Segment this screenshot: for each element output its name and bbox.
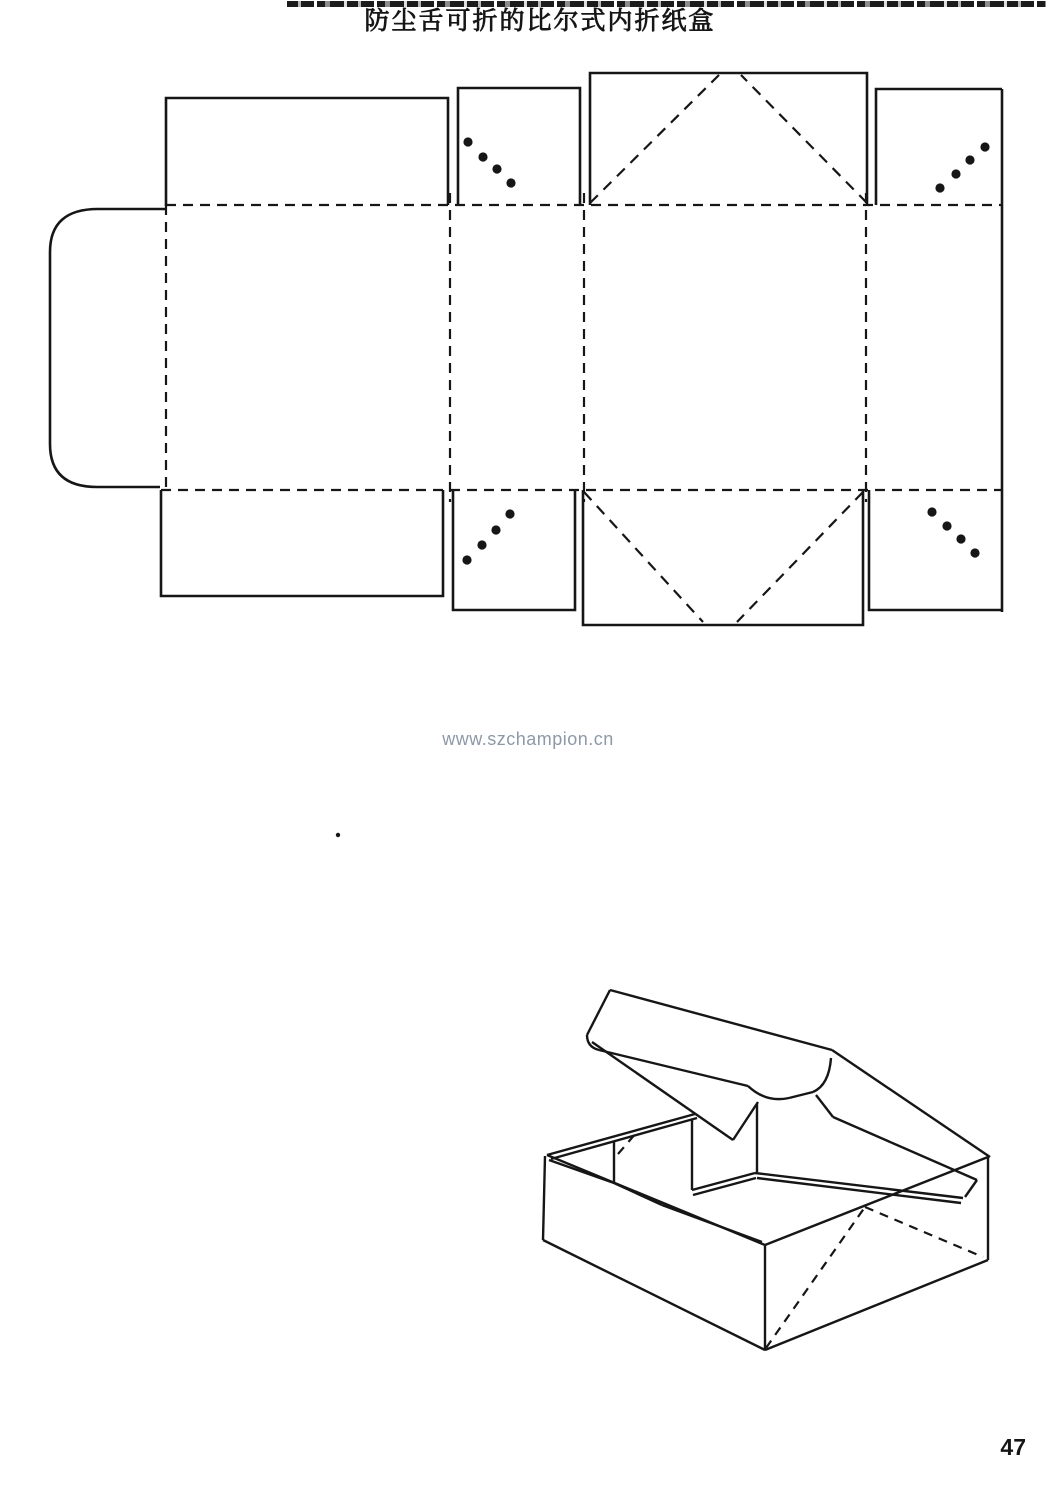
page-number: 47 (1000, 1434, 1026, 1460)
box-lid (587, 990, 990, 1180)
box-inner-structure (549, 1120, 977, 1242)
bottom-dot-flap-right (869, 490, 1002, 610)
speck-artifact (336, 833, 340, 837)
bottom-flap-diagonal-left (584, 492, 703, 622)
glue-dots-bottom-right (927, 507, 979, 557)
bottom-flap-left-panel (161, 490, 443, 596)
dieline-flat-pattern (50, 73, 1002, 625)
box-tray (543, 1114, 988, 1350)
top-flap-left-panel (166, 98, 448, 206)
bottom-flap-diagonal-right (737, 492, 863, 622)
bottom-dot-flap-left (453, 490, 575, 610)
top-cover-flap (590, 73, 867, 205)
top-flap-diagonal-right (741, 75, 867, 203)
assembled-box-illustration (543, 990, 990, 1350)
glue-flap (50, 209, 166, 487)
glue-dots-top-right (935, 142, 989, 192)
page-title: 防尘舌可折的比尔式内折纸盒 (364, 7, 716, 35)
glue-dots-bottom-left (462, 509, 514, 564)
bottom-cover-flap (583, 490, 863, 625)
watermark: www.szchampion.cn (442, 729, 614, 749)
box-front-fold-dashes (766, 1207, 983, 1348)
glue-dots-top-left (463, 137, 515, 187)
top-dot-flap-left (458, 88, 580, 205)
top-flap-diagonal-left (590, 75, 719, 203)
